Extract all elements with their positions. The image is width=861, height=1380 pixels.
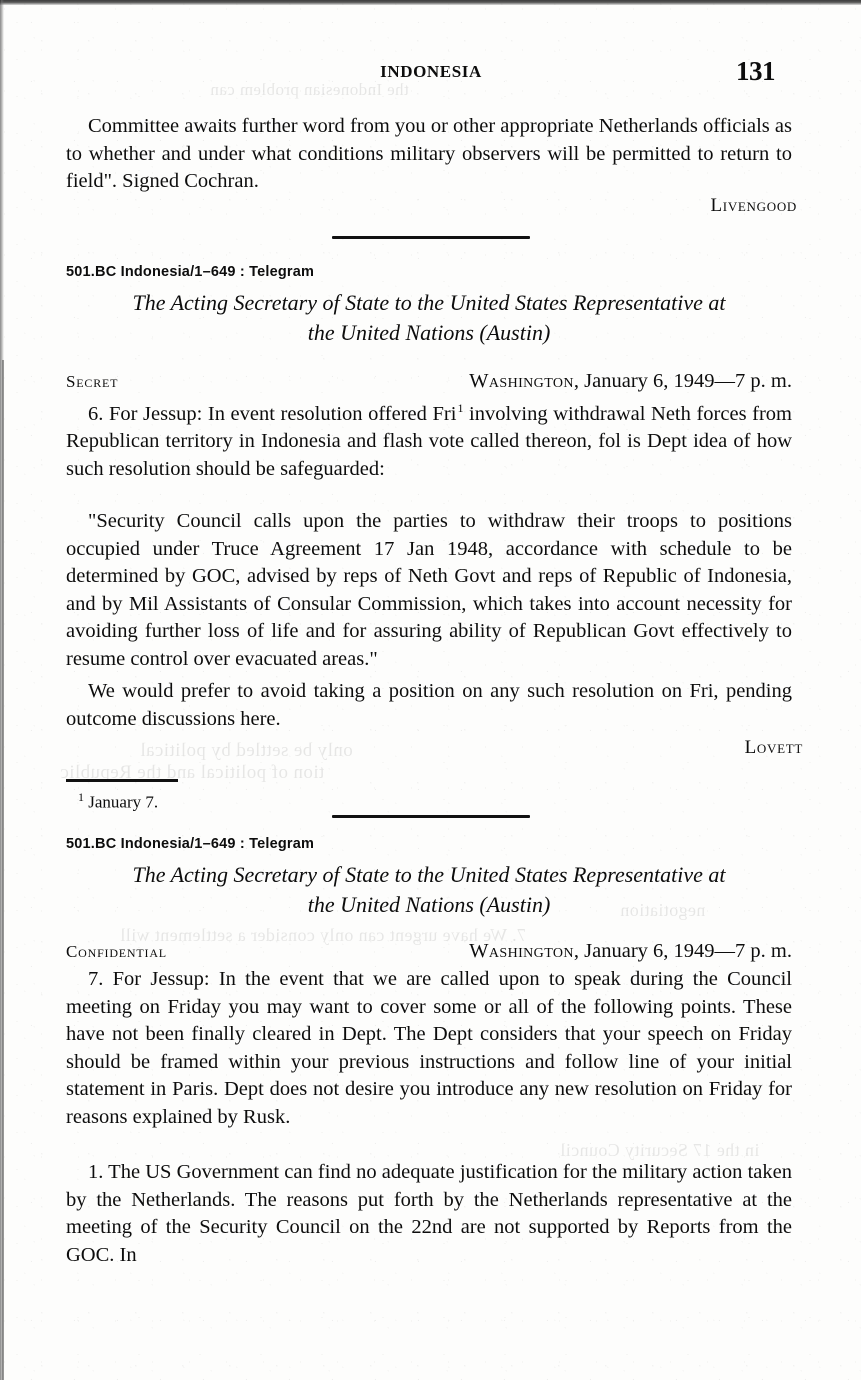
scan-left-gutter-stripe xyxy=(2,360,4,1380)
paragraph-text: "Security Council calls upon the parties to withdraw their troops to positions occupied under Truce Agreement 17 Jan 1948, accordance with schedule to be determined by GOC, advised by reps of Neth Govt and reps of Republic of Indonesia, and by Mil Assistants of Consular Commission, which takes into account necessity for avoiding further loss of life and for assuring ability of Republican Govt effectively to resume control over evacuated areas." xyxy=(66,510,792,670)
source-note: 501.BC Indonesia/1–649 : Telegram xyxy=(66,836,315,852)
dateline-city: Washington xyxy=(469,940,574,962)
running-head xyxy=(86,62,776,82)
signature-livengood: Livengood xyxy=(710,195,797,216)
dateline xyxy=(469,940,792,963)
paragraph-6-before-ref: 6. For Jessup: In event resolution offered Fri xyxy=(88,402,457,425)
paragraph-text: 7. For Jessup: In the event that we are called upon to speak during the Council meeting on Friday you may want to cover some or all of the following points. These have not been finally cleared in Dept. The Dept considers that your speech on Friday should be framed within your previous instructions and follow line of your initial statement in Paris. Dept does not desire you introduce any new resolution on Friday for reasons explained by Rusk. xyxy=(66,968,792,1128)
scan-top-edge-artifact xyxy=(0,0,861,5)
paragraph-7 xyxy=(66,966,792,1131)
classification-dateline-row xyxy=(66,940,792,963)
footnote-text: January 7. xyxy=(88,792,159,812)
document-title-line-1: The Acting Secretary of State to the United States Representative at xyxy=(132,862,726,887)
source-note: 501.BC Indonesia/1–649 : Telegram xyxy=(66,264,315,280)
bleed-through-text: 7. We have urgent can only consider a settlement will xyxy=(120,925,526,945)
dateline-date: , January 6, 1949—7 p. m. xyxy=(573,940,792,962)
paragraph-point-1 xyxy=(66,1159,792,1269)
dateline xyxy=(469,370,792,393)
footnote-1 xyxy=(78,786,158,814)
document-title-line-2: the United Nations (Austin) xyxy=(307,892,551,917)
footnote-separator-rule xyxy=(66,779,178,782)
dateline-city: Washington xyxy=(469,370,574,392)
continued-paragraph xyxy=(66,113,792,196)
document-title-line-2: the United Nations (Austin) xyxy=(307,320,551,345)
paragraph-text: Committee awaits further word from you or other appropriate Netherlands officials as to whether and under what conditions military observers will be permitted to return to field". Signed Cochran. xyxy=(66,115,792,192)
bleed-through-text: in the 17 Security Council xyxy=(560,1140,760,1160)
bleed-through-text: negotiation xyxy=(620,900,706,920)
paragraph-text xyxy=(66,395,792,483)
document-title xyxy=(66,860,792,920)
bleed-through-text: the Indonesian problem can xyxy=(210,80,409,99)
bleed-through-text: tion of political and the Republic xyxy=(60,762,325,783)
document-title xyxy=(66,288,792,348)
classification-label: Confidential xyxy=(66,942,167,961)
closing-paragraph xyxy=(66,678,792,733)
footnote-marker: 1 xyxy=(78,790,84,804)
paragraph-6 xyxy=(66,395,792,483)
bleed-through-text: only be settled by political xyxy=(140,740,353,761)
page-number: 131 xyxy=(736,56,775,86)
footnote-reference: 1 xyxy=(457,401,464,415)
document-separator-rule xyxy=(332,815,530,818)
quoted-resolution-paragraph xyxy=(66,508,792,673)
document-title-line-1: The Acting Secretary of State to the United States Representative at xyxy=(132,290,726,315)
document-separator-rule xyxy=(332,236,530,239)
dateline-date: , January 6, 1949—7 p. m. xyxy=(573,370,792,392)
paragraph-text: We would prefer to avoid taking a position on any such resolution on Fri, pending outcome discussions here. xyxy=(66,680,792,730)
paragraph-text: 1. The US Government can find no adequate justification for the military action taken by the Netherlands. The reasons put forth by the Netherlands representative at the meeting of the Security Council on the 22nd are not supported by Reports from the GOC. In xyxy=(66,1161,792,1266)
classification-label: Secret xyxy=(66,372,119,391)
classification-dateline-row xyxy=(66,370,792,393)
running-head-title: INDONESIA xyxy=(380,62,482,81)
signature-lovett: Lovett xyxy=(744,737,803,758)
paragraph-6-after-ref: involving withdrawal Neth forces from Republican territory in Indonesia and flash vote called thereon, fol is Dept idea of how such resolution should be safeguarded: xyxy=(66,402,792,480)
